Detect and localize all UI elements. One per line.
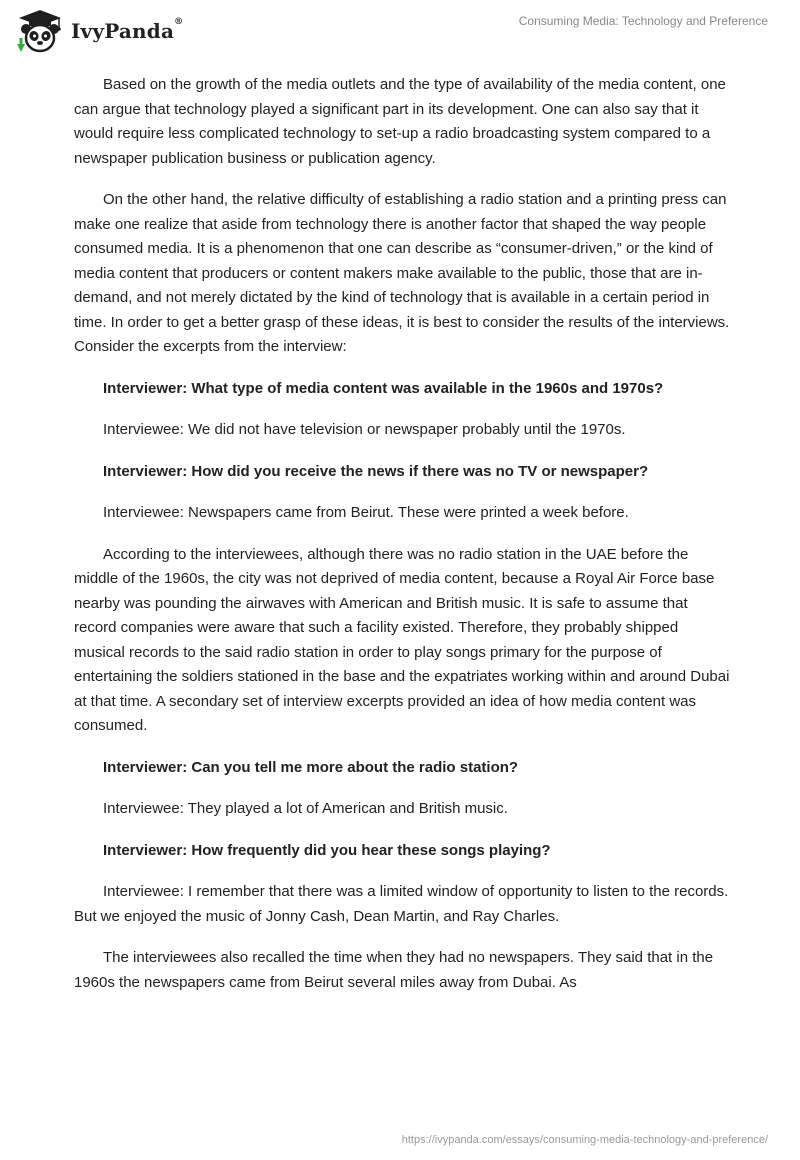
panda-logo-icon <box>15 8 65 54</box>
brand-logo[interactable] <box>15 8 183 54</box>
interview-question: Interviewer: How frequently did you hear these songs playing? <box>103 841 551 859</box>
interview-answer: Interviewee: We did not have television or newspaper probably until the 1970s. <box>103 421 626 438</box>
page-header <box>0 0 800 60</box>
paragraph: On the other hand, the relative difficulty of establishing a radio station and a printing press can make one realize that aside from technology there is another factor that shaped the way people consumed media. It is a phenomenon that one can describe as “consumer-driven,” or the kind of media content that producers or content makers make available to the public, those that are in-demand, and not merely dictated by the kind of technology that is available in a certain period in time. In order to get a better grasp of these ideas, it is best to consider the results of the interviews. Consider the excerpts from the interview: <box>74 191 730 355</box>
paragraph: The interviewees also recalled the time when they had no newspapers. They said that in the 1960s the newspapers came from Beirut several miles away from Dubai. As <box>74 949 714 991</box>
source-url[interactable]: https://ivypanda.com/essays/consuming-media-technology-and-preference/ <box>401 1134 768 1146</box>
registered-mark: ® <box>174 17 184 27</box>
essay-body <box>74 73 730 1012</box>
paragraph: According to the interviewees, although there was no radio station in the UAE before the middle of the 1960s, the city was not deprived of media content, because a Royal Air Force base nearby was pounding the airwaves with American and British music. It is safe to assume that record companies were aware that such a facility existed. Therefore, they probably shipped musical records to the said radio station in order to play songs primary for the purpose of entertaining the soldiers stationed in the base and the expatriates working within and around Dubai at that time. A secondary set of interview excerpts provided an idea of how media content was consumed. <box>74 545 730 734</box>
interview-answer: Interviewee: Newspapers came from Beirut. These were printed a week before. <box>103 504 629 521</box>
paragraph: Based on the growth of the media outlets and the type of availability of the media content, one can argue that technology played a significant part in its development. One can also say that it would require less complicated technology to set-up a radio broadcasting system compared to a newspaper publication business or publication agency. <box>74 76 726 167</box>
document-title: Consuming Media: Technology and Preference <box>518 14 768 28</box>
interview-answer: Interviewee: I remember that there was a limited window of opportunity to listen to the records. But we enjoyed the music of Jonny Cash, Dean Martin, and Ray Charles. <box>74 883 729 925</box>
interview-question: Interviewer: What type of media content was available in the 1960s and 1970s? <box>103 379 664 397</box>
interview-answer: Interviewee: They played a lot of American and British music. <box>103 800 508 817</box>
brand-name: IvyPanda® <box>71 17 184 43</box>
interview-question: Interviewer: How did you receive the news if there was no TV or newspaper? <box>103 462 649 480</box>
interview-question: Interviewer: Can you tell me more about the radio station? <box>103 758 519 776</box>
